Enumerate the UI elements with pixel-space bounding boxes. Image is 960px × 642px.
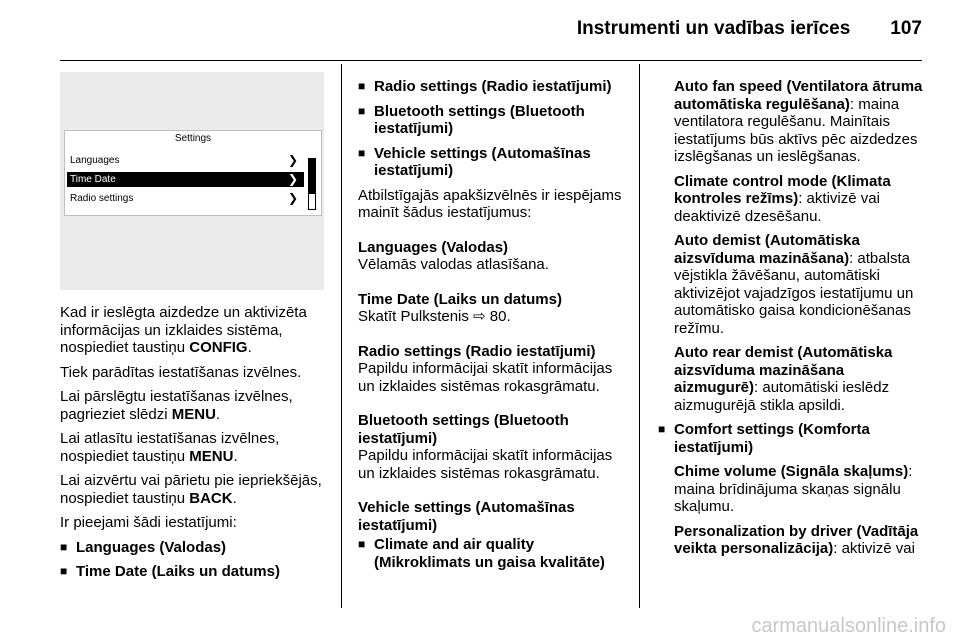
menu-item-languages: Languages ❯ — [70, 153, 298, 167]
setting-item: Auto fan speed (Ventilatora ātruma automātiska regulēšana): maina ventilatora regulēšanu. Mainītais iestatījums būs aktīvs pēc aizdedzes izslēgšanas un ieslēgšanas. — [674, 78, 923, 165]
bullet-square-icon: ■ — [358, 537, 366, 551]
chevron-right-icon: ❯ — [287, 153, 298, 167]
bullet-square-icon: ■ — [60, 539, 68, 554]
setting-item: Personalization by driver (Vadītāja veikta personalizācija): aktivizē vai — [674, 522, 919, 557]
bullet-square-icon: ■ — [658, 422, 666, 436]
list-item: ■ Time Date (Laiks un datums) — [60, 563, 280, 580]
list-item: ■ Vehicle settings (Automašīnas iestatījumi) — [358, 144, 591, 179]
scrollbar-thumb — [309, 159, 315, 194]
paragraph: Ir pieejami šādi iestatījumi: — [60, 514, 237, 531]
list-item: ■ Climate and air quality (Mikroklimats un gaisa kvalitāte) — [358, 536, 605, 571]
menu-item-time-date: Time Date ❯ — [67, 172, 304, 187]
list-item: ■ Comfort settings (Komforta iestatījumi) — [658, 421, 870, 456]
page-title: Instrumenti un vadības ierīces — [576, 18, 851, 39]
column-1 — [60, 304, 330, 588]
bullet-square-icon: ■ — [60, 564, 68, 578]
setting-item: Climate control mode (Klimata kontroles režīms): aktivizē vai deaktivizē dzesēšanu. — [674, 172, 891, 225]
page-reference-icon: ⇨ — [473, 308, 486, 325]
setting-item: Chime volume (Signāla skaļums): maina brīdinājuma skaņas signālu skaļumu. — [674, 463, 913, 515]
paragraph: Tiek parādītas iestatīšanas izvēlnes. — [60, 363, 302, 381]
menu-scrollbar — [308, 158, 316, 210]
paragraph: Lai aizvērtu vai pārietu pie iepriekšējās, nospiediet taustiņu BACK. — [60, 472, 322, 507]
section-heading: Time Date (Laiks un datums) — [358, 290, 562, 308]
settings-menu-title: Settings — [174, 133, 212, 144]
paragraph: Papildu informācijai skatīt informācijas un izklaides sistēmas rokasgrāmatu. — [358, 447, 613, 482]
paragraph: Vēlamās valodas atlasīšana. — [358, 256, 549, 273]
section-heading: Vehicle settings (Automašīnas iestatījumi) — [358, 499, 575, 534]
section-heading: Bluetooth settings (Bluetooth iestatījumi) — [358, 412, 569, 447]
column-divider-2 — [639, 64, 640, 608]
setting-item: Auto rear demist (Automātiska aizsvīduma mazināšana aizmugurē): automātiski ieslēdz aizmugurējā stikla apsildi. — [674, 344, 893, 414]
header-rule — [60, 60, 922, 61]
paragraph: Lai atlasītu iestatīšanas izvēlnes, nospiediet taustiņu MENU. — [60, 430, 280, 465]
chevron-right-icon: ❯ — [287, 191, 298, 205]
settings-menu-panel — [64, 130, 322, 216]
paragraph: Lai pārslēgtu iestatīšanas izvēlnes, pagrieziet slēdzi MENU. — [60, 388, 293, 423]
section-heading: Languages (Valodas) — [358, 238, 509, 256]
menu-item-radio-settings: Radio settings ❯ — [70, 191, 298, 205]
setting-item: Auto demist (Automātiska aizsvīduma mazināšana): atbalsta vējstikla žāvēšanu, automātiski aktivizējot vajadzīgos iestatījumu un automātisko gaisa kondicionēšanas režīmu. — [674, 232, 914, 337]
bullet-square-icon: ■ — [358, 145, 366, 160]
list-item: ■ Bluetooth settings (Bluetooth iestatījumi) — [358, 102, 585, 137]
chevron-right-icon: ❯ — [287, 172, 298, 186]
paragraph: Skatīt Pulkstenis ⇨ 80. — [358, 308, 511, 325]
paragraph: Papildu informācijai skatīt informācijas un izklaides sistēmas rokasgrāmatu. — [358, 360, 613, 395]
bullet-square-icon: ■ — [358, 103, 366, 118]
paragraph: Atbilstīgajās apakšizvēlnēs ir iespējams mainīt šādus iestatījumus: — [358, 186, 622, 221]
list-item: ■ Radio settings (Radio iestatījumi) — [358, 78, 612, 95]
section-heading: Radio settings (Radio iestatījumi) — [358, 342, 596, 360]
watermark: carmanualsonline.info — [751, 615, 946, 637]
column-3 — [658, 78, 924, 565]
settings-screen-image — [60, 72, 324, 290]
column-divider-1 — [341, 64, 342, 608]
page-header — [0, 18, 922, 40]
paragraph: Kad ir ieslēgta aizdedze un aktivizēta informācijas un izklaides sistēma, nospiediet taustiņu CONFIG. — [60, 304, 307, 356]
list-item: ■ Languages (Valodas) — [60, 538, 227, 556]
bullet-square-icon: ■ — [358, 79, 366, 93]
page-number: 107 — [890, 18, 922, 39]
column-2 — [358, 78, 630, 578]
